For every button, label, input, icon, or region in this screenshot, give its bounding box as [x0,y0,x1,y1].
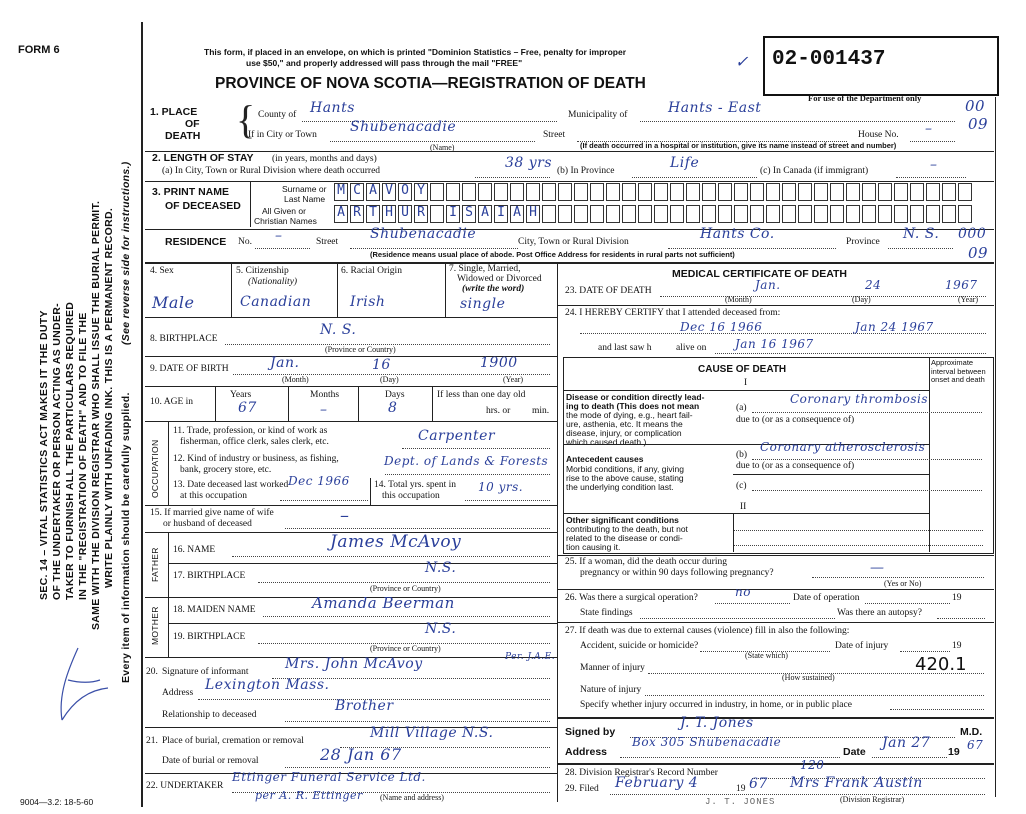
side-text-4: IN THE "REGISTRATION OF DEATH" AND TO FILE THE [77,312,89,600]
father-name[interactable]: James McAvoy [330,532,462,552]
house-value[interactable]: – [925,121,933,137]
years-value[interactable]: 67 [238,400,257,416]
industry-value[interactable]: Dept. of Lands & Forests [384,454,549,468]
letter-cell[interactable] [718,205,732,223]
roman-2: II [740,502,747,512]
side-text-8: Every item of information should be carefully supplied. [120,392,132,683]
letter-cell[interactable] [430,183,444,201]
county-value[interactable]: Hants [310,100,355,116]
letter-cell[interactable] [430,205,444,223]
letter-cell[interactable] [542,205,556,223]
letter-cell[interactable] [766,183,780,201]
stay-a-label: (a) In City, Town or Rural Division where death occurred [162,166,381,176]
undertaker-name[interactable]: Ettinger Funeral Service Ltd. [232,770,426,784]
residence-province[interactable]: N. S. [903,226,940,242]
stay-c-label: (c) In Canada (if immigrant) [760,166,869,176]
q26-label: 26. Was there a surgical operation? [565,593,698,603]
name-letter: A [337,205,345,220]
certify-label: 24. I HEREBY CERTIFY that I attended deceased from: [565,308,781,318]
death-day-caption: (Day) [852,295,871,304]
mother-caption: (Province or Country) [370,644,441,653]
letter-cell[interactable] [878,205,892,223]
dob-day[interactable]: 16 [372,357,391,373]
last-saw-value[interactable]: Jan 16 1967 [735,337,814,351]
letter-cell[interactable] [606,205,620,223]
relationship-value[interactable]: Brother [335,698,394,714]
state-findings-label: State findings [580,608,633,618]
antecedent-label-2: Morbid conditions, if any, giving [566,464,684,474]
name-letter: S [465,205,473,220]
other-label-3: related to the disease or condi- [566,533,683,543]
city-label: If in City or Town [248,130,317,140]
letter-cell[interactable] [638,205,652,223]
filed-date[interactable]: February 4 [615,775,699,791]
side-text-2: OF THE UNDERTAKER OR PERSON ACTING AS UNDER- [51,303,63,600]
house-label: House No. [858,130,899,140]
residence-street-label: Street [316,237,339,247]
med-address-label: Address [565,746,608,758]
surname-label-2: Last Name [284,194,326,204]
trade-label-1: 11. Trade, profession, or kind of work as [173,426,328,436]
letter-cell[interactable] [734,183,748,201]
letter-cell[interactable] [686,183,700,201]
burial-num: 21. [146,736,158,746]
name-letter: U [401,205,409,220]
marital-label-2: Widowed or Divorced [457,274,542,284]
physician-stamp: J. T. JONES [705,797,776,807]
md-label: M.D. [960,726,983,738]
spouse-label-2: or husband of deceased [163,519,252,529]
accident-label: Accident, suicide or homicide? [580,641,699,651]
letter-cell[interactable] [526,183,540,201]
letter-cell[interactable] [910,183,924,201]
cause-title: CAUSE OF DEATH [698,364,787,375]
residence-province-label: Province [846,237,880,247]
specify-label: Specify whether injury occurred in industry, in home, or in public place [580,700,852,710]
q27-label: 27. If death was due to external causes (violence) fill in also the following: [565,626,850,636]
q25-line-1: 25. If a woman, did the death occur during [565,557,727,567]
city-value[interactable]: Shubenacadie [350,119,457,135]
name-letter: A [369,183,377,198]
informant-num: 20. [146,667,158,677]
record-label: 28. Division Registrar's Record Number [565,768,718,778]
birthplace-value[interactable]: N. S. [320,322,357,338]
name-letter: I [449,205,457,220]
days-value[interactable]: 8 [388,400,398,416]
residence-no[interactable]: – [275,228,283,244]
name-letter: H [529,205,537,220]
due-to-1: due to (or as a consequence of) [736,415,855,425]
signature-scribble-icon [48,640,118,730]
name-letter: O [401,183,409,198]
header-note-2: use $50," and properly addressed will pass through the mail "FREE" [246,58,523,68]
years-label: Years [230,390,252,400]
cause-a-label: (a) [736,403,747,413]
industry-label-1: 12. Kind of industry or business, as fishing, [173,454,339,464]
antecedent-label-1: Antecedent causes [566,454,644,464]
due-to-2: due to (or as a consequence of) [736,461,855,471]
disease-label-2: ing to death (This does not mean [566,401,700,411]
letter-cell[interactable] [814,205,828,223]
filed-19: 19 [736,784,746,794]
death-year[interactable]: 1967 [945,278,978,292]
letter-cell[interactable] [846,183,860,201]
q26-value[interactable]: no [735,585,751,599]
dob-day-caption: (Day) [380,375,399,384]
form-number: FORM 6 [18,44,60,56]
letter-cell[interactable] [702,205,716,223]
registrar-caption: (Division Registrar) [840,795,905,804]
stay-a-value[interactable]: 38 yrs [505,155,553,171]
letter-cell[interactable] [654,183,668,201]
med-address[interactable]: Box 305 Shubenacadie [632,735,782,749]
side-text-1: SEC. 14 – VITAL STATISTICS ACT MAKES IT THE DUTY [38,310,50,600]
total-years-label-1: 14. Total yrs. spent in [374,480,457,490]
name-letter: H [385,205,393,220]
letter-cell[interactable] [638,183,652,201]
letter-cell[interactable] [542,183,556,201]
right-border [995,97,996,797]
attended-to[interactable]: Jan 24 1967 [855,320,934,334]
racial-label: 6. Racial Origin [341,266,402,276]
name-letter: V [385,183,393,198]
letter-cell[interactable] [798,183,812,201]
other-label-1: Other significant conditions [566,515,679,525]
months-label: Months [310,390,340,400]
disease-label-5: disease, injury, or complication [566,428,682,438]
citizenship-label: 5. Citizenship [236,266,289,276]
letter-cell[interactable] [670,183,684,201]
letter-cell[interactable] [590,183,604,201]
name-letter: M [337,183,345,198]
reg-number: 02-001437 [772,48,886,71]
header-note-1: This form, if placed in an envelope, on which is printed "Dominion Statistics – Free, penalty for improper [204,47,627,57]
letter-cell[interactable] [718,183,732,201]
occupation-side-label: OCCUPATION [150,439,160,498]
print-name-label-1: 3. PRINT NAME [152,186,230,198]
date-injury-label: Date of injury [835,641,889,651]
informant-address-label: Address [162,688,194,698]
name-letter: A [481,205,489,220]
cause-b-value[interactable]: Coronary atherosclerosis [760,440,926,454]
code-3: 000 [958,226,987,242]
total-years-value[interactable]: 10 yrs. [478,480,524,494]
letter-cell[interactable] [766,205,780,223]
mother-birthplace-label: 19. BIRTHPLACE [173,632,246,642]
father-side-label: FATHER [150,547,160,582]
letter-cell[interactable] [942,205,956,223]
death-year-caption: (Year) [958,295,979,304]
letter-cell[interactable] [846,205,860,223]
name-caption: (Name) [430,143,455,152]
dob-month[interactable]: Jan. [270,355,300,371]
letter-cell[interactable] [446,183,460,201]
letter-cell[interactable] [926,183,940,201]
name-letter: T [369,205,377,220]
last-worked-label-1: 13. Date deceased last worked [173,480,289,490]
mother-maiden-label: 18. MAIDEN NAME [173,605,256,615]
informant-address[interactable]: Lexington Mass. [205,677,330,693]
registrar-name[interactable]: Mrs Frank Austin [790,775,923,791]
other-label-2: contributing to the death, but not [566,524,688,534]
stay-b-value[interactable]: Life [670,155,700,171]
letter-cell[interactable] [926,205,940,223]
letter-cell[interactable] [574,205,588,223]
record-value[interactable]: 120 [800,758,825,772]
municipality-value[interactable]: Hants - East [668,100,762,116]
given-label-1: All Given or [262,206,306,216]
age-label: 10. AGE in [150,397,194,407]
letter-cell[interactable] [862,183,876,201]
surname-letter-grid[interactable] [334,183,994,201]
antecedent-label-3: rise to the above cause, stating [566,473,684,483]
last-worked-label-2: at this occupation [180,491,248,501]
letter-cell[interactable] [750,205,764,223]
disease-label-4: ure, asthenia, etc. It means the [566,419,683,429]
county-label: County of [258,110,297,120]
dob-year-caption: (Year) [503,375,524,384]
letter-cell[interactable] [750,183,764,201]
left-border [141,22,143,807]
roman-1: I [744,378,748,388]
stay-label: 2. LENGTH OF STAY [152,152,254,164]
marital-label-3: (write the word) [462,284,525,294]
nature-label: Nature of injury [580,685,642,695]
signed-label: Signed by [565,726,616,738]
racial-value[interactable]: Irish [350,294,386,310]
given-names-letter-grid[interactable] [334,205,994,223]
place-label-1: 1. PLACE [150,106,198,118]
letter-cell[interactable] [878,183,892,201]
check-mark: ✓ [735,52,749,71]
med-year-19: 19 [948,746,960,758]
letter-cell[interactable] [622,183,636,201]
residence-street[interactable]: Shubenacadie [370,226,477,242]
sex-label: 4. Sex [150,266,174,276]
father-birthplace[interactable]: N.S. [425,560,457,576]
citizenship-sub: (Nationality) [248,277,298,287]
death-date-label: 23. DATE OF DEATH [565,286,652,296]
footer-code: 9004—3.2: 18-5-60 [20,797,94,807]
birthplace-caption: (Province or Country) [325,345,396,354]
letter-cell[interactable] [478,183,492,201]
months-value[interactable]: – [320,402,328,418]
med-year[interactable]: 67 [967,738,984,752]
disease-label-3: the mode of dying, e.g., heart fail- [566,410,693,420]
letter-cell[interactable] [942,183,956,201]
undertaker-caption: (Name and address) [380,793,444,802]
burial-date-label: Date of burial or removal [162,756,259,766]
burial-place-label: Place of burial, cremation or removal [162,736,304,746]
side-text-5: SAME WITH THE DIVISION REGISTRAR WHO SHALL ISSUE THE BURIAL PERMIT. [90,200,102,630]
letter-cell[interactable] [606,183,620,201]
hospital-note: (If death occurred in a hospital or institution, give its name instead of street and number) [580,141,897,150]
municipality-label: Municipality of [568,110,628,120]
dept-use: For use of the Department only [808,93,922,103]
burial-date[interactable]: 28 Jan 67 [320,745,402,764]
informant-per: Per. J.A.E. [505,652,556,662]
manner-label: Manner of injury [580,663,645,673]
lt-day-label: If less than one day old [437,390,526,400]
letter-cell[interactable] [574,183,588,201]
burial-place[interactable]: Mill Village N.S. [370,725,494,741]
attended-from[interactable]: Dec 16 1966 [680,320,763,334]
mother-birthplace[interactable]: N.S. [425,621,457,637]
letter-cell[interactable] [558,183,572,201]
father-caption: (Province or Country) [370,584,441,593]
residence-division[interactable]: Hants Co. [700,226,775,242]
given-label-2: Christian Names [254,216,317,226]
death-month[interactable]: Jan. [755,278,781,292]
spouse-value[interactable]: – [340,505,350,526]
sex-value[interactable]: Male [152,293,195,312]
filed-label: 29. Filed [565,784,599,794]
letter-cell[interactable] [958,183,972,201]
other-label-4: tion causing it. [566,542,621,552]
undertaker-per: per A. R. Ettinger [255,789,363,802]
letter-cell[interactable] [462,183,476,201]
code-4: 09 [968,244,989,262]
letter-cell[interactable] [830,205,844,223]
surname-label-1: Surname or [282,184,327,194]
street-label-1: Street [543,130,566,140]
citizenship-value[interactable]: Canadian [240,294,312,310]
days-label: Days [385,390,405,400]
name-letter: R [417,205,425,220]
trade-value[interactable]: Carpenter [418,428,496,444]
total-years-label-2: this occupation [382,491,440,501]
undertaker-label: 22. UNDERTAKER [146,781,224,791]
letter-cell[interactable] [494,183,508,201]
brace-icon: { [236,97,256,142]
antecedent-label-4: the underlying condition last. [566,482,674,492]
residence-label: RESIDENCE [165,236,227,248]
icd-code: 420.1 [915,654,967,675]
stay-sub: (in years, months and days) [272,154,377,164]
yes-no-caption: (Yes or No) [884,579,922,588]
side-text-3: TAKER TO FURNISH ALL THE PARTICULARS REQUIRED [64,301,76,600]
marital-value[interactable]: single [460,296,506,312]
name-letter: A [513,205,521,220]
disease-label-6: which caused death.) [566,437,647,447]
signed-value[interactable]: J. T. Jones [680,715,754,731]
alive-on-label: alive on [676,343,707,353]
letter-cell[interactable] [558,205,572,223]
q25-value[interactable]: — [870,560,885,576]
name-letter: R [353,205,361,220]
spouse-label-1: 15. If married give name of wife [150,508,274,518]
side-text-6: WRITE PLAINLY WITH UNFADING INK. THIS IS A PERMANENT RECORD. [103,207,115,588]
mother-side-label: MOTHER [150,606,160,645]
letter-cell[interactable] [622,205,636,223]
place-label-2: OF [185,118,200,130]
letter-cell[interactable] [894,183,908,201]
dob-month-caption: (Month) [282,375,309,384]
letter-cell[interactable] [654,205,668,223]
stay-c-value[interactable]: – [930,157,938,173]
marital-label-1: 7. Single, Married, [449,264,521,274]
cause-c-label: (c) [736,481,747,491]
med-date[interactable]: Jan 27 [882,735,931,751]
last-saw-label: and last saw h [598,343,652,353]
place-label-3: DEATH [165,130,201,142]
industry-label-2: bank, grocery store, etc. [180,465,272,475]
residence-no-label: No. [238,237,252,247]
letter-cell[interactable] [958,205,972,223]
name-letter: I [497,205,505,220]
letter-cell[interactable] [894,205,908,223]
residence-note: (Residence means usual place of abode. Post Office Address for residents in rural parts not sufficient) [370,250,735,259]
how-sustained-caption: (How sustained) [782,673,835,682]
hrs-label: hrs. or [486,406,511,416]
birthplace-label: 8. BIRTHPLACE [150,334,218,344]
date-injury-19: 19 [952,641,962,651]
letter-cell[interactable] [590,205,604,223]
autopsy-label: Was there an autopsy? [837,608,922,618]
residence-city-label: City, Town or Rural Division [518,237,629,247]
print-name-label-2: OF DECEASED [165,200,241,212]
trade-label-2: fisherman, office clerk, sales clerk, etc. [180,437,329,447]
letter-cell[interactable] [830,183,844,201]
death-month-caption: (Month) [725,295,752,304]
letter-cell[interactable] [782,183,796,201]
code-1: 00 [965,97,986,115]
letter-cell[interactable] [862,205,876,223]
disease-label-1: Disease or condition directly lead- [566,392,705,402]
letter-cell[interactable] [670,205,684,223]
cause-b-label: (b) [736,450,748,460]
letter-cell[interactable] [910,205,924,223]
letter-cell[interactable] [510,183,524,201]
father-birthplace-label: 17. BIRTHPLACE [173,571,246,581]
letter-cell[interactable] [814,183,828,201]
min-label: min. [532,406,550,416]
letter-cell[interactable] [702,183,716,201]
medical-title: MEDICAL CERTIFICATE OF DEATH [672,268,847,280]
form-title: PROVINCE OF NOVA SCOTIA—REGISTRATION OF DEATH [215,75,646,92]
father-name-label: 16. NAME [173,545,216,555]
stay-b-label: (b) In Province [557,166,615,176]
interval-label: Approximate interval between onset and death [931,358,986,384]
date-op-label: Date of operation [793,593,860,603]
date-op-19: 19 [952,593,962,603]
informant-signature[interactable]: Mrs. John McAvoy [285,656,423,672]
code-2: 09 [968,115,989,133]
state-which-caption: (State which) [745,651,788,660]
dob-year[interactable]: 1900 [480,355,518,371]
informant-sig-label: Signature of informant [162,667,249,677]
cause-a-value[interactable]: Coronary thrombosis [790,392,929,406]
letter-cell[interactable] [686,205,700,223]
mother-maiden[interactable]: Amanda Beerman [312,594,455,612]
dob-label: 9. DATE OF BIRTH [150,364,229,374]
name-letter: Y [417,183,425,198]
death-day[interactable]: 24 [865,278,882,292]
letter-cell[interactable] [734,205,748,223]
letter-cell[interactable] [782,205,796,223]
relationship-label: Relationship to deceased [162,710,257,720]
med-date-label: Date [843,746,866,758]
filed-year[interactable]: 67 [749,776,768,792]
letter-cell[interactable] [798,205,812,223]
last-worked-value[interactable]: Dec 1966 [288,474,350,488]
side-text-7: (See reverse side for instructions.) [120,161,132,345]
name-letter: C [353,183,361,198]
q25-line-2: pregnancy or within 90 days following pregnancy? [580,568,774,578]
